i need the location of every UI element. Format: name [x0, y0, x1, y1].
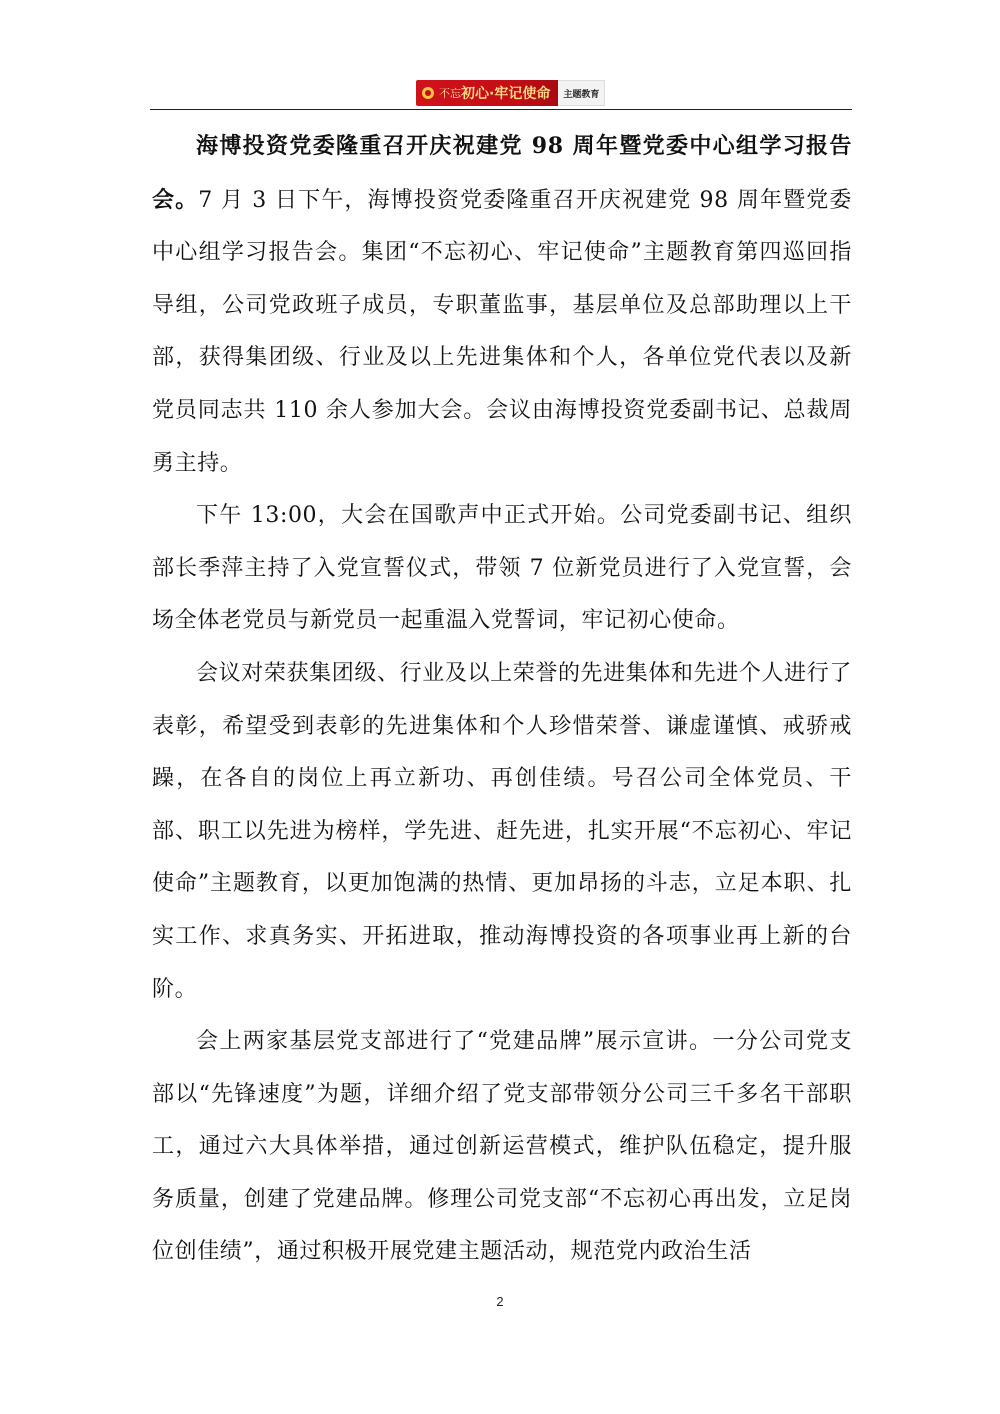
header-divider	[150, 109, 852, 110]
party-emblem-icon	[422, 87, 434, 99]
paragraph-2: 下午 13:00，大会在国歌声中正式开始。公司党委副书记、组织部长季萍主持了入党宣誓仪式，带领 7 位新党员进行了入党宣誓，会场全体老党员与新党员一起重温入党誓词，牢记初心使命。	[152, 503, 852, 634]
banner-tag: 主题教育	[558, 80, 605, 106]
banner-slogan	[416, 80, 558, 106]
document-body	[152, 120, 852, 1279]
banner-left-text: 不忘	[439, 87, 461, 100]
banner-main-text: 初心·牢记使命	[461, 86, 551, 102]
paragraph-1	[152, 120, 852, 490]
paragraph-1-lead: 海博投资党委隆重召开庆祝建党 98 周年暨党委中心组学习报告会。	[152, 133, 852, 213]
theme-banner	[416, 80, 605, 106]
paragraph-4: 会上两家基层党支部进行了“党建品牌”展示宣讲。一分公司党支部以“先锋速度”为题，详细介绍了党支部带领分公司三千多名干部职工，通过六大具体举措，通过创新运营模式，维护队伍稳定，提升服务质量，创建了党建品牌。修理公司党支部“不忘初心再出发，立足岗位创佳绩”，通过积极开展党建主题活动，规范党内政治生活	[152, 1029, 852, 1265]
page-number: 2	[496, 1294, 504, 1309]
paragraph-1-text: 7 月 3 日下午，海博投资党委隆重召开庆祝建党 98 周年暨党委中心组学习报告会。集团“不忘初心、牢记使命”主题教育第四巡回指导组，公司党政班子成员，专职董监事，基层单位及总部助理以上干部，获得集团级、行业及以上先进集体和个人，各单位党代表以及新党员同志共 110 余人参加大会。会议由海博投资党委副书记、总裁周勇主持。	[152, 187, 852, 476]
paragraph-3: 会议对荣获集团级、行业及以上荣誉的先进集体和先进个人进行了表彰，希望受到表彰的先进集体和个人珍惜荣誉、谦虚谨慎、戒骄戒躁，在各自的岗位上再立新功、再创佳绩。号召公司全体党员、干部、职工以先进为榜样，学先进、赶先进，扎实开展“不忘初心、牢记使命”主题教育，以更加饱满的热情、更加昂扬的斗志，立足本职、扎实工作、求真务实、开拓进取，推动海博投资的各项事业再上新的台阶。	[152, 660, 852, 1002]
page-header	[150, 72, 852, 110]
